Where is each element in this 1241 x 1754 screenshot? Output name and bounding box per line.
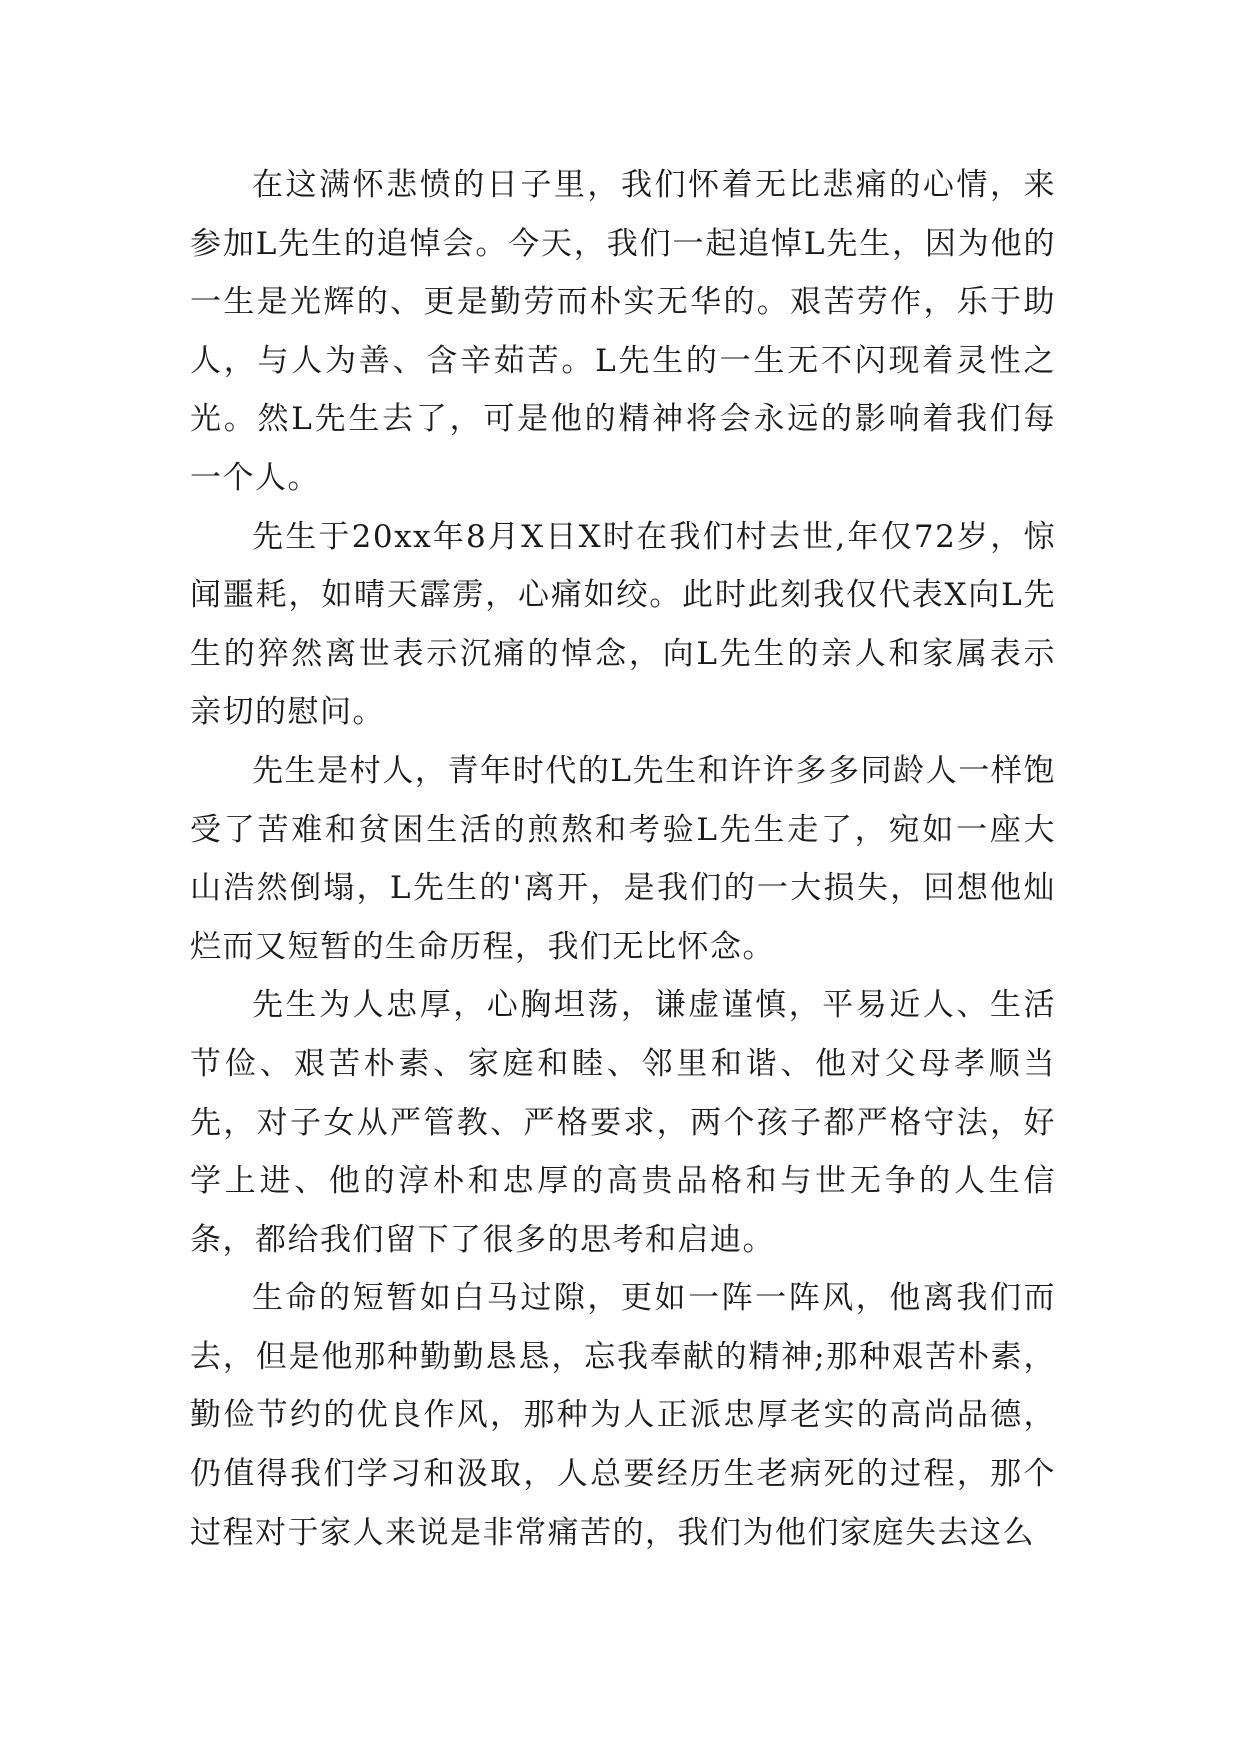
paragraph: 生命的短暂如白马过隙，更如一阵一阵风，他离我们而去，但是他那种勤勤恳恳，忘我奉献的精神;那种艰苦朴素，勤俭节约的优良作风，那种为人正派忠厚老实的高尚品德，仍值得我们学习和汲取，人总要经历生老病死的过程，那个过程对于家人来说是非常痛苦的，我们为他们家庭失去这么 <box>190 1280 1056 1551</box>
paragraph: 在这满怀悲愤的日子里，我们怀着无比悲痛的心情，来参加L先生的追悼会。今天，我们一起追悼L先生，因为他的一生是光辉的、更是勤劳而朴实无华的。艰苦劳作，乐于助人，与人为善、含辛茹苦。L先生的一生无不闪现着灵性之光。然L先生去了，可是他的精神将会永远的影响着我们每一个人。 <box>190 167 1056 496</box>
paragraph: 先生是村人，青年时代的L先生和许许多多同龄人一样饱受了苦难和贫困生活的煎熬和考验L先生走了，宛如一座大山浩然倒塌，L先生的'离开，是我们的一大损失，回想他灿烂而又短暂的生命历程，我们无比怀念。 <box>190 752 1056 965</box>
paragraph: 先生为人忠厚，心胸坦荡，谦虚谨慎，平易近人、生活节俭、艰苦朴素、家庭和睦、邻里和谐、他对父母孝顺当先，对子女从严管教、严格要求，两个孩子都严格守法，好学上进、他的淳朴和忠厚的高贵品格和与世无争的人生信条，都给我们留下了很多的思考和启迪。 <box>190 987 1056 1258</box>
document-body <box>190 156 1056 1562</box>
paragraph: 先生于20xx年8月X日X时在我们村去世,年仅72岁，惊闻噩耗，如晴天霹雳，心痛如绞。此时此刻我仅代表X向L先生的猝然离世表示沉痛的悼念，向L先生的亲人和家属表示亲切的慰问。 <box>190 518 1056 731</box>
